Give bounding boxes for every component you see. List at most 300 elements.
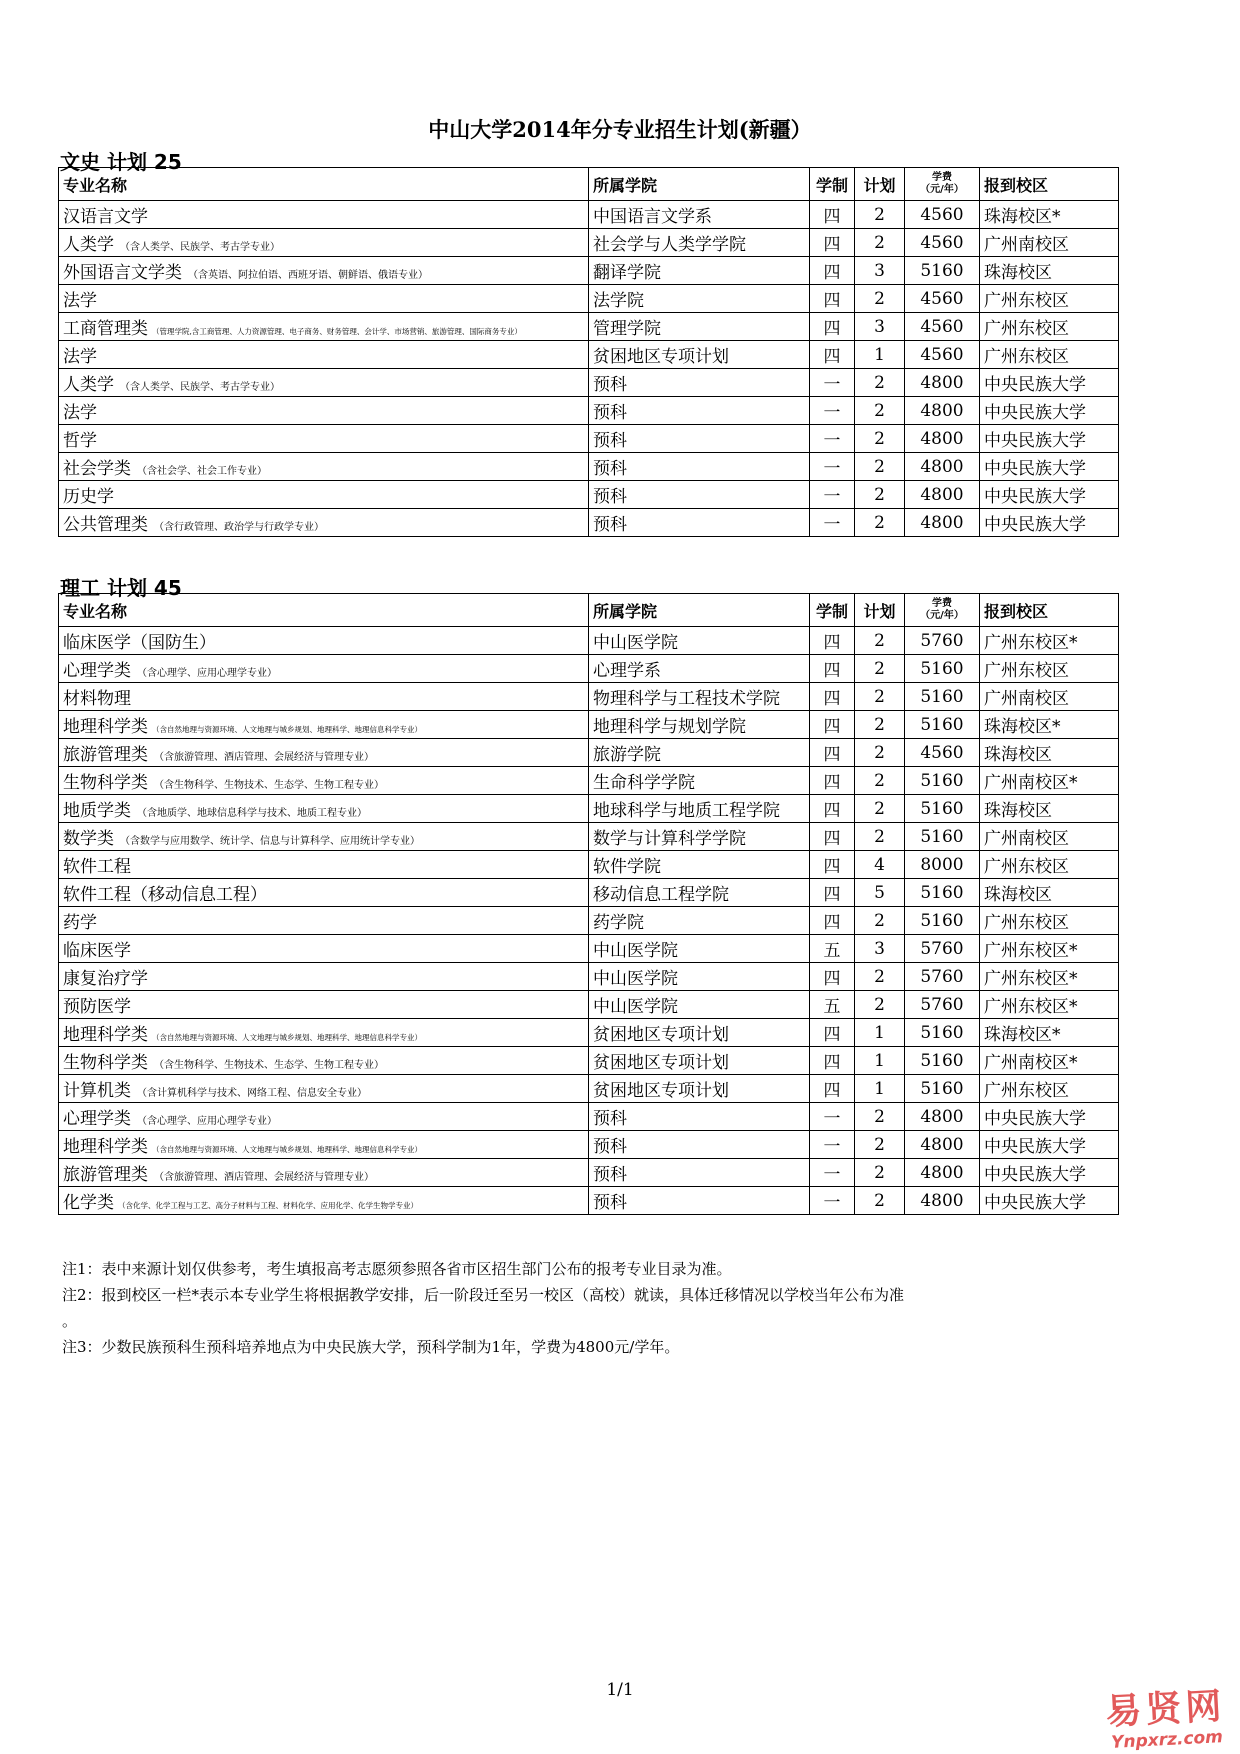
col-major: 专业名称 [59,168,589,201]
campus-cell: 广州东校区 [980,907,1119,935]
plan-cell: 1 [855,1075,905,1103]
major-note: （含化学、化学工程与工艺、高分子材料与工程、材料化学、应用化学、化学生物学专业） [118,1201,418,1210]
plan-cell: 2 [855,1103,905,1131]
plan-cell: 2 [855,739,905,767]
major-note: （含生物科学、生物技术、生态学、生物工程专业） [154,1060,384,1071]
college-cell: 地理科学与规划学院 [589,711,810,739]
major-name: 历史学 [63,487,114,507]
fee-cell: 5160 [905,767,980,795]
years-cell: 一 [810,1187,855,1215]
fee-cell: 4800 [905,509,980,537]
college-cell: 预科 [589,1187,810,1215]
major-name: 法学 [63,347,97,367]
college-cell: 中国语言文学系 [589,201,810,229]
major-cell [59,879,589,907]
major-name: 哲学 [63,431,97,451]
years-cell: 一 [810,453,855,481]
plan-cell: 2 [855,627,905,655]
plan-cell: 1 [855,341,905,369]
liberal-arts-heading: 文史 计划 25 [60,150,182,174]
watermark-logo: 易贤网 Ynpxrz.com [1104,1685,1227,1753]
fee-cell: 5160 [905,795,980,823]
major-name: 生物科学类 [63,773,148,793]
campus-cell: 中央民族大学 [980,397,1119,425]
major-name: 计算机类 [63,1081,131,1101]
fee-cell: 4800 [905,1103,980,1131]
table-row [59,683,1119,711]
fee-cell: 4800 [905,1159,980,1187]
campus-cell: 珠海校区 [980,257,1119,285]
college-cell: 贫困地区专项计划 [589,1075,810,1103]
college-cell: 生命科学学院 [589,767,810,795]
fee-cell: 4800 [905,481,980,509]
campus-cell: 广州南校区 [980,229,1119,257]
campus-cell: 中央民族大学 [980,509,1119,537]
major-name: 心理学类 [63,1109,131,1129]
fee-cell: 5760 [905,627,980,655]
major-name: 社会学类 [63,459,131,479]
major-name: 软件工程 [63,857,131,877]
campus-cell: 广州东校区 [980,655,1119,683]
major-name: 公共管理类 [63,515,148,535]
college-cell: 法学院 [589,285,810,313]
major-note: （含心理学、应用心理学专业） [137,1116,277,1127]
campus-cell: 中央民族大学 [980,453,1119,481]
major-name: 软件工程（移动信息工程） [63,885,267,905]
campus-cell: 中央民族大学 [980,1159,1119,1187]
campus-cell: 中央民族大学 [980,1131,1119,1159]
table-row [59,739,1119,767]
major-name: 化学类 [63,1193,114,1213]
major-cell [59,313,589,341]
fee-cell: 4800 [905,397,980,425]
plan-cell: 3 [855,313,905,341]
plan-cell: 2 [855,655,905,683]
table-row [59,1103,1119,1131]
col-plan: 计划 [855,168,905,201]
major-name: 康复治疗学 [63,969,148,989]
table-row [59,767,1119,795]
fee-cell: 5160 [905,907,980,935]
table-row [59,1019,1119,1047]
table-row [59,313,1119,341]
plan-cell: 3 [855,935,905,963]
table-row [59,453,1119,481]
campus-cell: 广州南校区* [980,1047,1119,1075]
fee-cell: 5760 [905,935,980,963]
plan-cell: 2 [855,1159,905,1187]
fee-cell: 4560 [905,341,980,369]
major-cell [59,851,589,879]
years-cell: 四 [810,795,855,823]
table-row [59,1047,1119,1075]
note-2-cont: 。 [62,1312,78,1330]
table-row [59,795,1119,823]
table-row [59,341,1119,369]
plan-cell: 2 [855,509,905,537]
years-cell: 五 [810,935,855,963]
fee-cell: 4800 [905,425,980,453]
note-1: 注1：表中来源计划仅供参考，考生填报高考志愿须参照各省市区招生部门公布的报考专业目录为准。 [62,1260,732,1278]
years-cell: 一 [810,481,855,509]
major-note: （含心理学、应用心理学专业） [137,668,277,679]
college-cell: 贫困地区专项计划 [589,1019,810,1047]
plan-cell: 1 [855,1047,905,1075]
table-row [59,1075,1119,1103]
major-name: 旅游管理类 [63,745,148,765]
college-cell: 贫困地区专项计划 [589,1047,810,1075]
major-note: （含自然地理与资源环境、人文地理与城乡规划、地理科学、地理信息科学专业） [152,725,422,734]
major-name: 地质学类 [63,801,131,821]
campus-cell: 广州东校区 [980,851,1119,879]
plan-cell: 5 [855,879,905,907]
plan-cell: 2 [855,285,905,313]
college-cell: 软件学院 [589,851,810,879]
major-note: （管理学院,含工商管理、人力资源管理、电子商务、财务管理、会计学、市场营销、旅游管理、国际商务专业） [152,327,522,336]
major-name: 临床医学（国防生） [63,633,216,653]
major-name: 旅游管理类 [63,1165,148,1185]
table-row [59,1131,1119,1159]
fee-cell: 4560 [905,229,980,257]
major-note: （含自然地理与资源环境、人文地理与城乡规划、地理科学、地理信息科学专业） [152,1145,422,1154]
campus-cell: 广州东校区 [980,313,1119,341]
college-cell: 中山医学院 [589,935,810,963]
college-cell: 中山医学院 [589,991,810,1019]
major-cell [59,257,589,285]
major-name: 工商管理类 [63,319,148,339]
fee-cell: 5160 [905,1047,980,1075]
years-cell: 四 [810,229,855,257]
table-row [59,711,1119,739]
college-cell: 预科 [589,509,810,537]
col-years: 学制 [810,594,855,627]
campus-cell: 珠海校区* [980,1019,1119,1047]
major-cell [59,627,589,655]
science-table [58,593,1119,1215]
major-cell [59,823,589,851]
major-name: 临床医学 [63,941,131,961]
table-header-row [59,168,1119,201]
campus-cell: 广州东校区 [980,285,1119,313]
table-row [59,509,1119,537]
table-row [59,425,1119,453]
fee-cell: 4560 [905,285,980,313]
fee-cell: 5760 [905,991,980,1019]
table-row [59,1159,1119,1187]
campus-cell: 广州东校区* [980,963,1119,991]
fee-cell: 5160 [905,257,980,285]
college-cell: 预科 [589,453,810,481]
campus-cell: 广州东校区 [980,341,1119,369]
years-cell: 四 [810,683,855,711]
college-cell: 预科 [589,1103,810,1131]
fee-cell: 5160 [905,683,980,711]
major-name: 汉语言文学 [63,207,148,227]
campus-cell: 珠海校区 [980,879,1119,907]
campus-cell: 珠海校区* [980,201,1119,229]
campus-cell: 广州东校区* [980,627,1119,655]
college-cell: 翻译学院 [589,257,810,285]
fee-cell: 8000 [905,851,980,879]
years-cell: 四 [810,1075,855,1103]
plan-cell: 2 [855,683,905,711]
table-row [59,851,1119,879]
fee-cell: 4800 [905,453,980,481]
college-cell: 物理科学与工程技术学院 [589,683,810,711]
years-cell: 四 [810,1019,855,1047]
plan-cell: 2 [855,907,905,935]
table-row [59,627,1119,655]
college-cell: 管理学院 [589,313,810,341]
major-cell [59,397,589,425]
table-row [59,655,1119,683]
plan-cell: 2 [855,425,905,453]
major-name: 地理科学类 [63,717,148,737]
college-cell: 预科 [589,1159,810,1187]
major-cell [59,795,589,823]
years-cell: 四 [810,201,855,229]
plan-cell: 3 [855,257,905,285]
major-note: （含旅游管理、酒店管理、会展经济与管理专业） [154,752,374,763]
fee-cell: 4800 [905,1131,980,1159]
major-note: （含旅游管理、酒店管理、会展经济与管理专业） [154,1172,374,1183]
major-cell [59,1103,589,1131]
table-row [59,823,1119,851]
fee-cell: 5160 [905,711,980,739]
plan-cell: 1 [855,1019,905,1047]
years-cell: 一 [810,1103,855,1131]
years-cell: 四 [810,851,855,879]
major-cell [59,229,589,257]
major-cell [59,1047,589,1075]
major-cell [59,767,589,795]
science-heading: 理工 计划 45 [60,576,182,600]
major-note: （含行政管理、政治学与行政学专业） [154,522,324,533]
page-title: 中山大学2014年分专业招生计划(新疆） [428,117,812,142]
college-cell: 移动信息工程学院 [589,879,810,907]
college-cell: 药学院 [589,907,810,935]
table-row [59,397,1119,425]
major-cell [59,655,589,683]
years-cell: 一 [810,1159,855,1187]
major-cell [59,991,589,1019]
campus-cell: 广州南校区 [980,683,1119,711]
plan-cell: 2 [855,453,905,481]
major-name: 药学 [63,913,97,933]
major-cell [59,285,589,313]
college-cell: 预科 [589,369,810,397]
plan-cell: 2 [855,991,905,1019]
major-cell [59,683,589,711]
years-cell: 一 [810,509,855,537]
major-cell [59,1159,589,1187]
years-cell: 四 [810,655,855,683]
years-cell: 四 [810,1047,855,1075]
major-name: 外国语言文学类 [63,263,182,283]
plan-cell: 2 [855,1187,905,1215]
fee-cell: 4560 [905,313,980,341]
major-cell [59,907,589,935]
campus-cell: 广州东校区* [980,991,1119,1019]
major-cell [59,369,589,397]
plan-cell: 2 [855,397,905,425]
fee-cell: 5160 [905,655,980,683]
college-cell: 数学与计算科学学院 [589,823,810,851]
years-cell: 四 [810,767,855,795]
college-cell: 预科 [589,481,810,509]
campus-cell: 广州东校区 [980,1075,1119,1103]
plan-cell: 2 [855,1131,905,1159]
college-cell: 心理学系 [589,655,810,683]
major-name: 人类学 [63,235,114,255]
years-cell: 四 [810,963,855,991]
campus-cell: 中央民族大学 [980,481,1119,509]
major-cell [59,1187,589,1215]
college-cell: 预科 [589,397,810,425]
college-cell: 预科 [589,1131,810,1159]
major-cell [59,1131,589,1159]
major-cell [59,201,589,229]
plan-cell: 2 [855,963,905,991]
plan-cell: 2 [855,795,905,823]
college-cell: 贫困地区专项计划 [589,341,810,369]
major-note: （含人类学、民族学、考古学专业） [120,382,280,393]
years-cell: 一 [810,369,855,397]
fee-cell: 5160 [905,823,980,851]
college-cell: 中山医学院 [589,963,810,991]
years-cell: 四 [810,711,855,739]
major-cell [59,425,589,453]
major-note: （含人类学、民族学、考古学专业） [120,242,280,253]
years-cell: 四 [810,879,855,907]
col-fee: 学费 （元/年） [905,594,980,627]
fee-cell: 5160 [905,1075,980,1103]
major-cell [59,1019,589,1047]
table-row [59,257,1119,285]
campus-cell: 中央民族大学 [980,425,1119,453]
college-cell: 旅游学院 [589,739,810,767]
table-row [59,935,1119,963]
major-note: （含生物科学、生物技术、生态学、生物工程专业） [154,780,384,791]
major-name: 法学 [63,291,97,311]
major-name: 心理学类 [63,661,131,681]
fee-cell: 5160 [905,879,980,907]
col-campus: 报到校区 [980,594,1119,627]
major-name: 数学类 [63,829,114,849]
plan-cell: 2 [855,481,905,509]
notes [62,1256,1122,1360]
major-cell [59,341,589,369]
campus-cell: 中央民族大学 [980,369,1119,397]
major-cell [59,1075,589,1103]
major-cell [59,963,589,991]
table-row [59,481,1119,509]
major-note: （含社会学、社会工作专业） [137,466,267,477]
col-campus: 报到校区 [980,168,1119,201]
years-cell: 四 [810,341,855,369]
college-cell: 中山医学院 [589,627,810,655]
major-cell [59,481,589,509]
college-cell: 地球科学与地质工程学院 [589,795,810,823]
years-cell: 四 [810,313,855,341]
campus-cell: 珠海校区 [980,739,1119,767]
fee-cell: 5760 [905,963,980,991]
col-college: 所属学院 [589,168,810,201]
table-row [59,1187,1119,1215]
fee-cell: 4800 [905,1187,980,1215]
plan-cell: 2 [855,711,905,739]
table-row [59,369,1119,397]
years-cell: 四 [810,739,855,767]
campus-cell: 广州南校区* [980,767,1119,795]
col-plan: 计划 [855,594,905,627]
years-cell: 四 [810,907,855,935]
major-name: 预防医学 [63,997,131,1017]
years-cell: 四 [810,823,855,851]
table-row [59,229,1119,257]
col-years: 学制 [810,168,855,201]
campus-cell: 中央民族大学 [980,1187,1119,1215]
years-cell: 一 [810,1131,855,1159]
major-note: （含计算机科学与技术、网络工程、信息安全专业） [137,1088,367,1099]
page-number: 1/1 [606,1680,634,1700]
table-row [59,201,1119,229]
fee-cell: 4800 [905,369,980,397]
campus-cell: 珠海校区 [980,795,1119,823]
plan-cell: 2 [855,201,905,229]
years-cell: 一 [810,425,855,453]
note-3: 注3：少数民族预科生预科培养地点为中央民族大学，预科学制为1年，学费为4800元/学年。 [62,1338,680,1356]
plan-cell: 2 [855,369,905,397]
years-cell: 一 [810,397,855,425]
plan-cell: 2 [855,767,905,795]
years-cell: 五 [810,991,855,1019]
years-cell: 四 [810,285,855,313]
table-row [59,907,1119,935]
table-row [59,991,1119,1019]
plan-cell: 2 [855,823,905,851]
fee-cell: 4560 [905,739,980,767]
college-cell: 社会学与人类学学院 [589,229,810,257]
major-name: 人类学 [63,375,114,395]
col-major: 专业名称 [59,594,589,627]
major-name: 生物科学类 [63,1053,148,1073]
years-cell: 四 [810,627,855,655]
fee-cell: 4560 [905,201,980,229]
major-cell [59,711,589,739]
major-cell [59,935,589,963]
liberal-arts-table [58,167,1119,537]
table-header-row [59,594,1119,627]
major-cell [59,739,589,767]
col-college: 所属学院 [589,594,810,627]
plan-cell: 4 [855,851,905,879]
years-cell: 四 [810,257,855,285]
major-note: （含地质学、地球信息科学与技术、地质工程专业） [137,808,367,819]
major-name: 地理科学类 [63,1025,148,1045]
major-note: （含自然地理与资源环境、人文地理与城乡规划、地理科学、地理信息科学专业） [152,1033,422,1042]
table-row [59,285,1119,313]
fee-cell: 5160 [905,1019,980,1047]
table-row [59,963,1119,991]
major-note: （含数学与应用数学、统计学、信息与计算科学、应用统计学专业） [120,836,420,847]
campus-cell: 广州南校区 [980,823,1119,851]
major-cell [59,453,589,481]
table-row [59,879,1119,907]
major-note: （含英语、阿拉伯语、西班牙语、朝鲜语、俄语专业） [188,270,428,281]
college-cell: 预科 [589,425,810,453]
note-2: 注2：报到校区一栏*表示本专业学生将根据教学安排，后一阶段迁至另一校区（高校）就读，具体迁移情况以学校当年公布为准 [62,1286,905,1304]
